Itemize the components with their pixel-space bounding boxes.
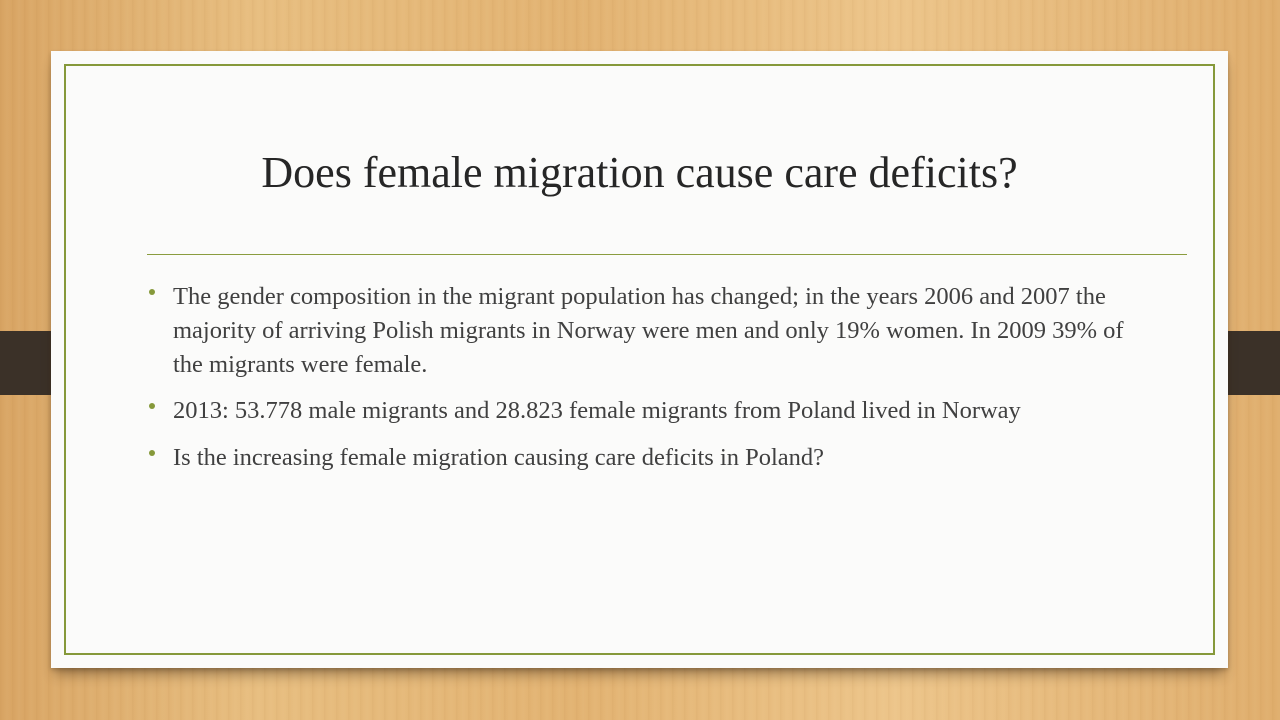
bullet-list [149, 280, 1149, 488]
bullet-dot-icon [149, 403, 155, 409]
bullet-item [149, 441, 1149, 475]
bullet-dot-icon [149, 450, 155, 456]
bullet-text: Is the increasing female migration causing care deficits in Poland? [173, 444, 825, 472]
slide-paper [51, 51, 1228, 668]
bullet-dot-icon [149, 289, 155, 295]
bullet-item [149, 280, 1149, 381]
slide-title: Does female migration cause care deficits? [261, 148, 1018, 197]
bullet-item [149, 394, 1149, 428]
bullet-text: The gender composition in the migrant population has changed; in the years 2006 and 2007 the majority of arriving Polish migrants in Norway were men and only 19% women. In 2009 39% of the migrants were female. [173, 283, 1124, 378]
title-divider [147, 254, 1187, 255]
bullet-text: 2013: 53.778 male migrants and 28.823 female migrants from Poland lived in Norway [173, 397, 1021, 425]
